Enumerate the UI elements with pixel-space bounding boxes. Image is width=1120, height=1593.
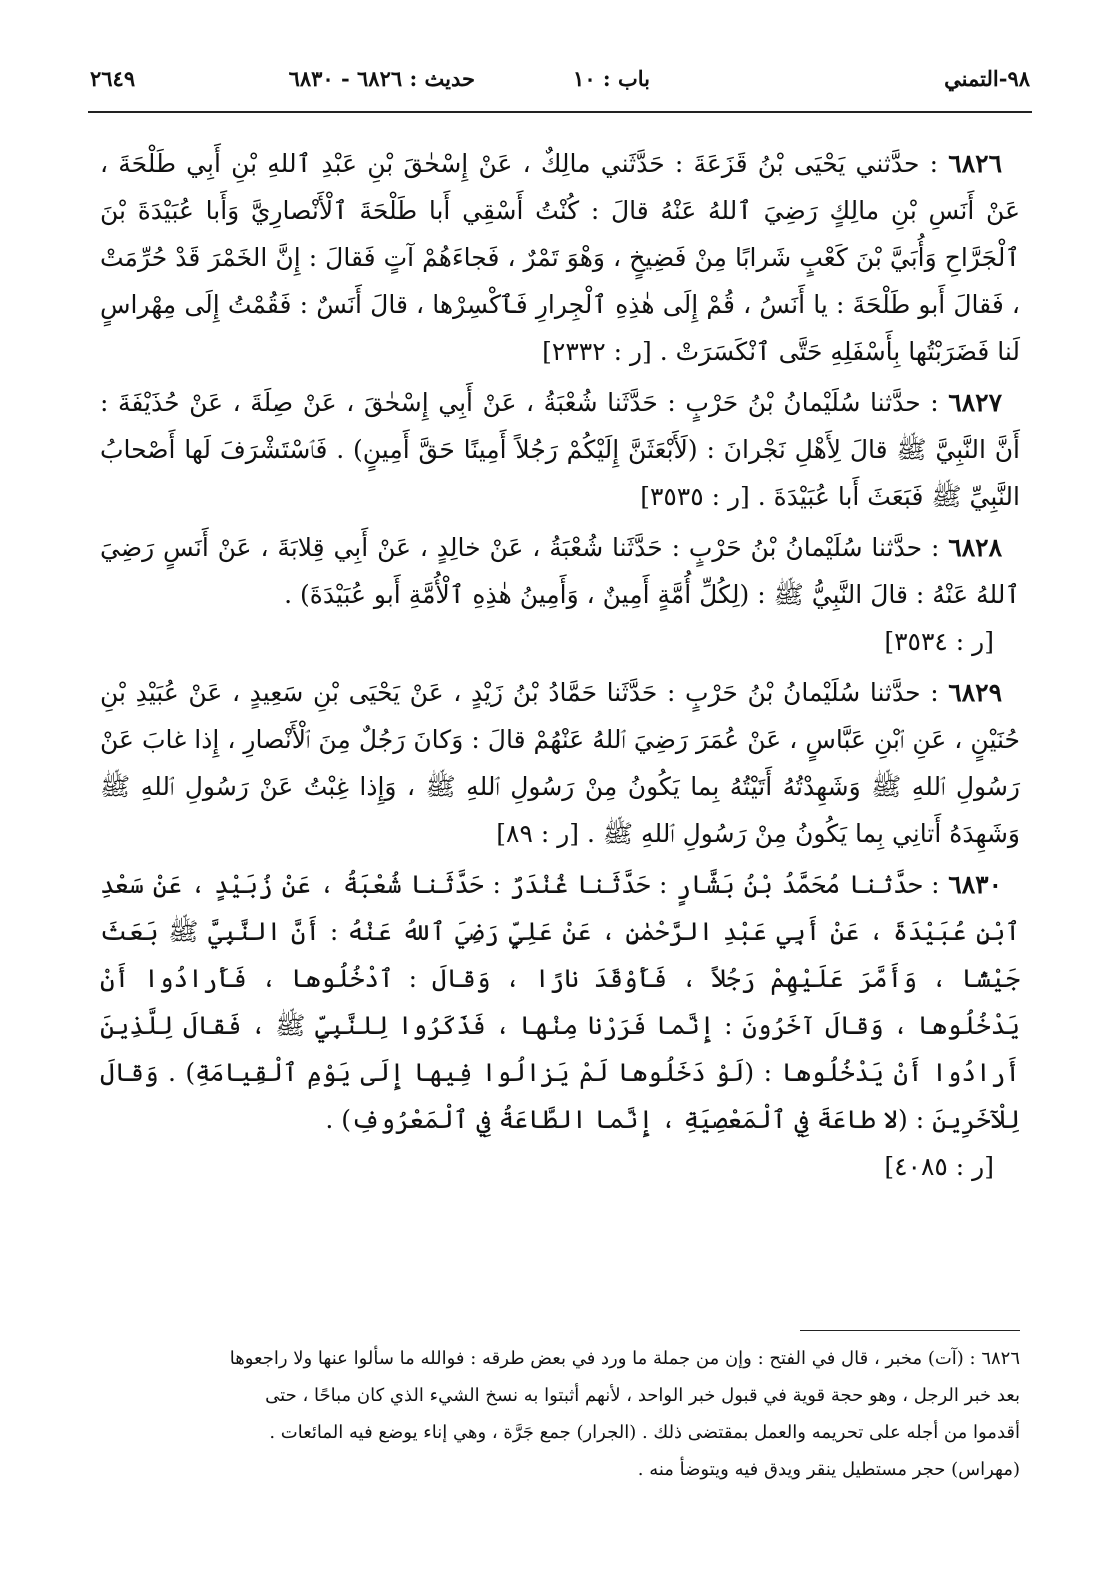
- hadith-number: ٦٨٢٦: [948, 149, 1002, 178]
- hadith-6830: [100, 861, 1020, 1190]
- chapter-label: باب : ١٠: [573, 66, 650, 91]
- hadith-reference: [ر : ٣٥٣٥]: [640, 482, 750, 511]
- footnote-line: بعد خبر الرجل ، وهو حجة قوية في قبول خبر الواحد ، لأنهم أثبتوا به نسخ الشيء الذي كان مباحًا ، حتى: [265, 1385, 1020, 1406]
- hadith-text: : حدَّثنا مُحَمَّدُ بْنُ بَشَّارٍ : حَدَّثَنا غُنْدَرٌ : حَدَّثَنا شُعْبَةُ ، عَنْ زُبَيْدٍ ، عَنْ سَعْدِ ٱبْنِ عُبَيْدَةَ ، عَنْ أَبِي عَبْدِ الرَّحْمٰنِ ، عَنْ عَلِيٍّ رَضِيَ ٱللهُ عَنْهُ : أَنَّ النَّبِيَّ ﷺ بَعَثَ جَيْشًا ، وَأَمَّرَ عَلَيْهِمْ رَجُلاً ، فَأَوْقَدَ نارًا ، وَقالَ : ٱدْخُلُوها ، فَأَرادُوا أَنْ يَدْخُلُوها ، وَقالَ آخَرُونَ : إِنَّما فَرَرْنا مِنْها ، فَذَكَرُوا لِلنَّبِيِّ ﷺ ، فَقالَ لِلَّذِينَ أَرادُوا أَنْ يَدْخُلُوها : (لَوْ دَخَلُوها لَمْ يَزالُوا فِيها إِلَى يَوْمِ ٱلْقِيامَةِ) . وَقالَ لِلْآخَرِينَ : (لا طاعَةَ فِي ٱلْمَعْصِيَةِ ، إِنَّما الطَّاعَةُ فِي ٱلْمَعْرُوفِ) .: [100, 870, 1020, 1134]
- header-rule: [88, 111, 1032, 113]
- footnote-line: (مهراس) حجر مستطيل ينقر ويدق فيه ويتوضأ منه .: [637, 1459, 1020, 1480]
- book-title: ٩٨-التمني: [944, 66, 1030, 91]
- hadith-6826: [100, 140, 1020, 375]
- footnotes: [100, 1340, 1020, 1488]
- hadith-text: : حدَّثنا سُلَيْمانُ بْنُ حَرْبٍ : حَدَّثَنا شُعْبَةُ ، عَنْ خالِدٍ ، عَنْ أَبِي قِلابَةَ ، عَنْ أَنَسٍ رَضِيَ ٱللهُ عَنْهُ : قالَ النَّبِيُّ ﷺ : (لِكُلِّ أُمَّةٍ أَمِينٌ ، وَأَمِينُ هٰذِهِ ٱلْأُمَّةِ أَبو عُبَيْدَةَ) .: [100, 533, 1020, 609]
- hadith-6827: [100, 379, 1020, 520]
- hadith-reference: [ر : ٢٣٣٢]: [542, 337, 652, 366]
- footnote-line: ٦٨٢٦ : (آت) مخبر ، قال في الفتح : وإن من جملة ما ورد في بعض طرقه : فوالله ما سألوا عنها ولا راجعوها: [229, 1348, 1020, 1369]
- hadith-number: ٦٨٢٧: [948, 388, 1002, 417]
- hadith-reference: [ر : ٨٩]: [496, 819, 580, 848]
- page-body: [100, 140, 1020, 1194]
- footnote-line: أقدموا من أجله على تحريمه والعمل بمقتضى ذلك . (الجرار) جمع جَرَّة ، وهي إناء يوضع فيه المائعات .: [269, 1422, 1020, 1443]
- page-header: [90, 58, 1030, 104]
- page-number: ٢٦٤٩: [90, 66, 136, 91]
- hadith-text: : حدَّثنا سُلَيْمانُ بْنُ حَرْبٍ : حَدَّثَنا حَمَّادُ بْنُ زَيْدٍ ، عَنْ يَحْيَى بْنِ سَعِيدٍ ، عَنْ عُبَيْدِ بْنِ حُنَيْنٍ ، عَنِ ٱبْنِ عَبَّاسٍ ، عَنْ عُمَرَ رَضِيَ ٱللهُ عَنْهُمْ قالَ : وَكانَ رَجُلٌ مِنَ ٱلْأَنْصارِ ، إِذا غابَ عَنْ رَسُولِ ٱللهِ ﷺ وَشَهِدْتُهُ أَتَيْتُهُ بِما يَكُونُ مِنْ رَسُولِ ٱللهِ ﷺ ، وَإِذا غِبْتُ عَنْ رَسُولِ ٱللهِ ﷺ وَشَهِدَهُ أَتانِي بِما يَكُونُ مِنْ رَسُولِ ٱللهِ ﷺ .: [100, 678, 1020, 848]
- hadith-text: : حدَّثني يَحْيَى بْنُ قَزَعَةَ : حَدَّثَني مالِكٌ ، عَنْ إِسْحٰقَ بْنِ عَبْدِ ٱللهِ بْنِ أَبِي طَلْحَةَ ، عَنْ أَنَسِ بْنِ مالِكٍ رَضِيَ ٱللهُ عَنْهُ قالَ : كُنْتُ أَسْقِي أَبا طَلْحَةَ ٱلْأَنْصارِيَّ وَأَبا عُبَيْدَةَ بْنَ ٱلْجَرَّاحِ وَأُبَيَّ بْنَ كَعْبٍ شَرابًا مِنْ فَضِيخٍ ، وَهْوَ تَمْرٌ ، فَجاءَهُمْ آتٍ فَقالَ : إِنَّ الخَمْرَ قَدْ حُرِّمَتْ ، فَقالَ أَبو طَلْحَةَ : يا أَنَسُ ، قُمْ إِلَى هٰذِهِ ٱلْجِرارِ فَٱكْسِرْها ، قالَ أَنَسٌ : فَقُمْتُ إِلَى مِهْراسٍ لَنا فَضَرَبْتُها بِأَسْفَلِهِ حَتَّى ٱنْكَسَرَتْ .: [100, 149, 1020, 366]
- footnote-rule: [800, 1330, 1020, 1331]
- hadith-6829: [100, 669, 1020, 857]
- hadith-range: حديث : ٦٨٢٦ - ٦٨٣٠: [288, 66, 475, 91]
- hadith-number: ٦٨٢٨: [948, 533, 1002, 562]
- hadith-6828: [100, 524, 1020, 665]
- hadith-reference: [ر : ٤٠٨٥]: [884, 1152, 994, 1181]
- hadith-number: ٦٨٣٠: [948, 870, 1002, 899]
- hadith-reference: [ر : ٣٥٣٤]: [884, 627, 994, 656]
- hadith-text: : حدَّثنا سُلَيْمانُ بْنُ حَرْبٍ : حَدَّثَنا شُعْبَةُ ، عَنْ أَبِي إِسْحٰقَ ، عَنْ صِلَةَ ، عَنْ حُذَيْفَةَ : أَنَّ النَّبِيَّ ﷺ قالَ لِأَهْلِ نَجْرانَ : (لَأَبْعَثَنَّ إِلَيْكُمْ رَجُلاً أَمِينًا حَقَّ أَمِينٍ) . فَٱسْتَشْرَفَ لَها أَصْحابُ النَّبِيِّ ﷺ فَبَعَثَ أَبا عُبَيْدَةَ .: [100, 388, 1020, 511]
- hadith-number: ٦٨٢٩: [948, 678, 1002, 707]
